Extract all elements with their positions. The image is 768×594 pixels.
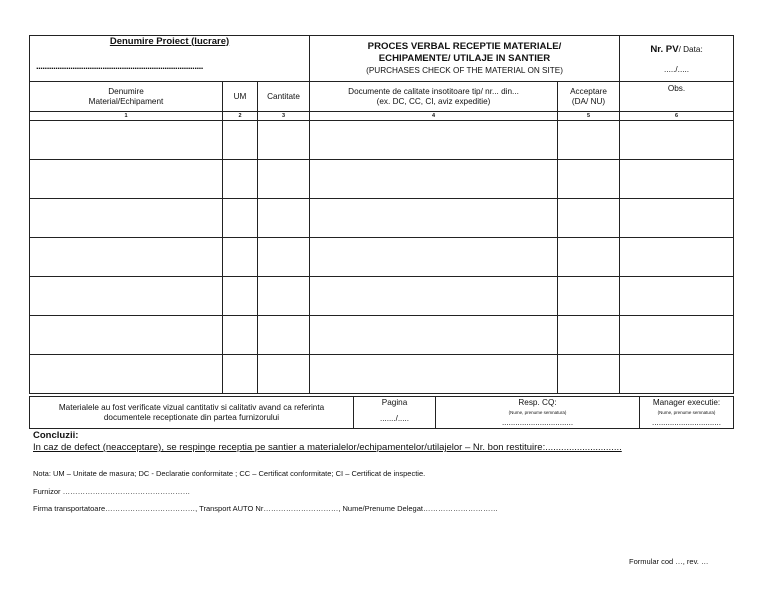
- resp-cq-label: Resp. CQ:: [518, 398, 557, 407]
- col-num-2: 2: [223, 112, 258, 121]
- conclusions-label: Concluzii:: [33, 430, 79, 441]
- title-line2: ECHIPAMENTE/ UTILAJE IN SANTIER: [378, 52, 551, 64]
- quantity-cell[interactable]: [258, 199, 310, 238]
- manager-label: Manager executie:: [652, 398, 721, 407]
- acceptance-cell[interactable]: [558, 277, 620, 316]
- documents-cell[interactable]: [310, 238, 558, 277]
- obs-cell[interactable]: [620, 316, 734, 355]
- signature-table: [29, 396, 734, 429]
- project-cell[interactable]: [30, 36, 310, 82]
- quantity-cell[interactable]: [258, 355, 310, 394]
- supplier-line[interactable]: Furnizor ……………………………………………: [33, 487, 191, 496]
- col-num-6: 6: [620, 112, 734, 121]
- obs-cell[interactable]: [620, 238, 734, 277]
- page-dots: ......./.....: [380, 414, 409, 423]
- table-row: [30, 160, 734, 199]
- obs-cell[interactable]: [620, 121, 734, 160]
- acceptance-cell[interactable]: [558, 199, 620, 238]
- defect-line[interactable]: In caz de defect (neacceptare), se respinge receptia pe santier a materialelor/echipamentelor/utilajelor – Nr. bon restituire:.............................: [33, 442, 622, 453]
- page-label: Pagina: [381, 398, 408, 407]
- material-cell[interactable]: [30, 121, 223, 160]
- title-line1: PROCES VERBAL RECEPTIE MATERIALE/: [367, 40, 562, 52]
- acceptance-cell[interactable]: [558, 355, 620, 394]
- obs-cell[interactable]: [620, 355, 734, 394]
- quantity-cell[interactable]: [258, 121, 310, 160]
- quantity-cell[interactable]: [258, 160, 310, 199]
- resp-cq-dots: ................................: [501, 418, 574, 427]
- acceptance-cell[interactable]: [558, 160, 620, 199]
- material-cell[interactable]: [30, 355, 223, 394]
- transport-line[interactable]: Firma transportatoare………………………………, Transport AUTO Nr…………………………, Nume/Prenume Delegat…………………………: [33, 504, 498, 513]
- material-cell[interactable]: [30, 277, 223, 316]
- documents-cell[interactable]: [310, 121, 558, 160]
- table-row: [30, 238, 734, 277]
- um-cell[interactable]: [223, 238, 258, 277]
- page-cell[interactable]: [354, 397, 436, 429]
- receipt-form-table: [29, 35, 734, 394]
- um-cell[interactable]: [223, 316, 258, 355]
- note-line: Nota: UM – Unitate de masura; DC - Declaratie conformitate ; CC – Certificat conformitate; CI – Certificat de inspectie.: [33, 469, 426, 478]
- quantity-cell[interactable]: [258, 277, 310, 316]
- form-code: Formular cod …, rev. …: [629, 557, 709, 566]
- manager-sub: (Nume, prenume semnatura): [657, 410, 716, 415]
- um-cell[interactable]: [223, 160, 258, 199]
- documents-cell[interactable]: [310, 160, 558, 199]
- um-cell[interactable]: [223, 277, 258, 316]
- um-cell[interactable]: [223, 355, 258, 394]
- col-num-1: 1: [30, 112, 223, 121]
- documents-cell[interactable]: [310, 199, 558, 238]
- project-dots: ..............................................................................: [36, 60, 203, 72]
- pv-dots: ...../.....: [664, 64, 690, 74]
- documents-cell[interactable]: [310, 316, 558, 355]
- acceptance-cell[interactable]: [558, 238, 620, 277]
- verified-statement: Materialele au fost verificate vizual cantitativ si calitativ avand ca referinta documentele receptionate din partea furnizorului: [30, 397, 354, 429]
- table-row: [30, 277, 734, 316]
- table-row: [30, 199, 734, 238]
- acceptance-cell[interactable]: [558, 316, 620, 355]
- resp-cq-cell[interactable]: [436, 397, 640, 429]
- documents-cell[interactable]: [310, 277, 558, 316]
- manager-cell[interactable]: [640, 397, 734, 429]
- col-header-quantity: Cantitate: [258, 82, 310, 112]
- pv-label: Nr. PV: [650, 43, 679, 55]
- obs-cell[interactable]: [620, 199, 734, 238]
- obs-cell[interactable]: [620, 160, 734, 199]
- material-cell[interactable]: [30, 160, 223, 199]
- col-header-documents: Documente de calitate insotitoare tip/ nr... din... (ex. DC, CC, CI, aviz expeditie): [310, 82, 558, 112]
- quantity-cell[interactable]: [258, 316, 310, 355]
- acceptance-cell[interactable]: [558, 121, 620, 160]
- col-num-5: 5: [558, 112, 620, 121]
- um-cell[interactable]: [223, 121, 258, 160]
- manager-dots: ...............................: [652, 418, 721, 427]
- um-cell[interactable]: [223, 199, 258, 238]
- material-cell[interactable]: [30, 199, 223, 238]
- obs-cell[interactable]: [620, 277, 734, 316]
- pv-date-label: / Data:: [678, 44, 703, 54]
- documents-cell[interactable]: [310, 355, 558, 394]
- pv-cell[interactable]: [620, 36, 734, 82]
- col-header-um: UM: [223, 82, 258, 112]
- material-cell[interactable]: [30, 316, 223, 355]
- col-header-acceptance: Acceptare (DA/ NU): [558, 82, 620, 112]
- table-row: [30, 121, 734, 160]
- project-label: Denumire Proiect (lucrare): [109, 35, 230, 47]
- table-row: [30, 355, 734, 394]
- col-header-material: Denumire Material/Echipament: [30, 82, 223, 112]
- quantity-cell[interactable]: [258, 238, 310, 277]
- col-header-obs: Obs.: [620, 82, 734, 112]
- table-row: [30, 316, 734, 355]
- col-num-3: 3: [258, 112, 310, 121]
- col-num-4: 4: [310, 112, 558, 121]
- title-line3: (PURCHASES CHECK OF THE MATERIAL ON SITE): [366, 65, 563, 75]
- material-cell[interactable]: [30, 238, 223, 277]
- resp-cq-sub: (Nume, prenume semnatura): [508, 410, 567, 415]
- form-title: [310, 36, 620, 82]
